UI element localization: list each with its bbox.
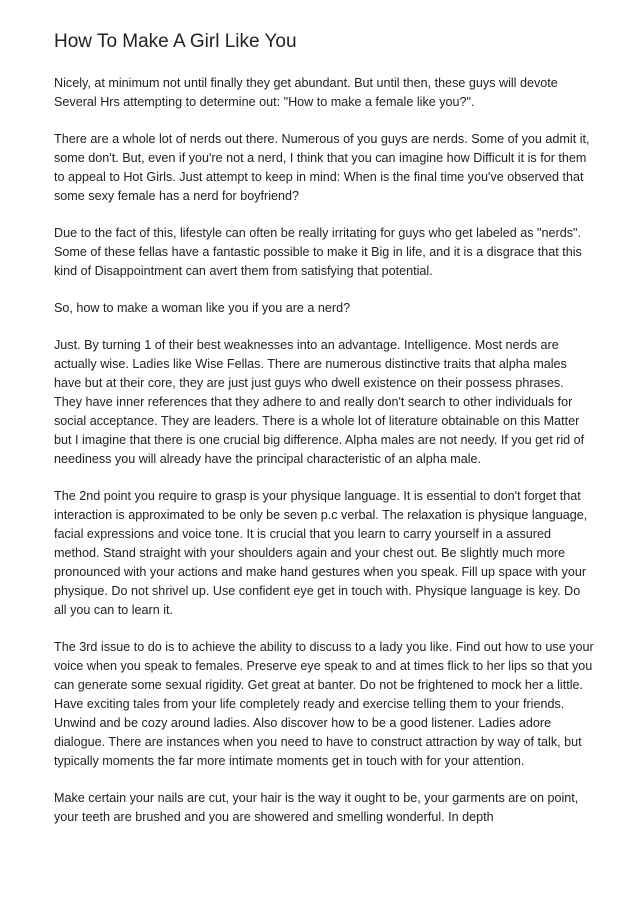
paragraph-8: Make certain your nails are cut, your hair is the way it ought to be, your garments are on point, your teeth are brushed and you are showered and smelling wonderful. In depth: [54, 791, 579, 824]
document-title: How To Make A Girl Like You: [54, 31, 297, 52]
paragraph-3: Due to the fact of this, lifestyle can often be really irritating for guys who get labeled as "nerds". Some of these fellas have a fantastic possible to make it Big in life, and it is a disgrace that this kind of Disappointment can avert them from satisfying that potential.: [54, 226, 582, 278]
paragraph-6: The 2nd point you require to grasp is your physique language. It is essential to don't forget that interaction is approximated to be only be seven p.c verbal. The relaxation is physique language, facial expressions and voice tone. It is crucial that you learn to carry yourself in a assured method. Stand straight with your shoulders again and your chest out. Be slightly much more pronounced with your actions and make hand gestures when you speak. Fill up space with your physique. Do not shrivel up. Use confident eye get in touch with. Physique language is key. Do all you can to learn it.: [54, 489, 588, 617]
paragraph-7: The 3rd issue to do is to achieve the ability to discuss to a lady you like. Find out how to use your voice when you speak to females. Preserve eye speak to and at times flick to her lips so that you can generate some sexual rigidity. Get great at banter. Do not be frightened to mock her a little. Have exciting tales from your life completely ready and exercise telling them to your friends. Unwind and be cozy around ladies. Also discover how to be a good listener. Ladies adore dialogue. There are instances when you need to have to construct attraction by way of talk, but typically moments the far more intimate moments get in touch with for your attention.: [54, 640, 594, 768]
paragraph-4: So, how to make a woman like you if you are a nerd?: [54, 301, 351, 315]
paragraph-2: There are a whole lot of nerds out there. Numerous of you guys are nerds. Some of you admit it, some don't. But, even if you're not a nerd, I think that you can imagine how Difficult it is for them to appeal to Hot Girls. Just attempt to keep in mind: When is the final time you've observed that some sexy female has a nerd for boyfriend?: [54, 132, 590, 203]
paragraph-5: Just. By turning 1 of their best weaknesses into an advantage. Intelligence. Most nerds are actually wise. Ladies like Wise Fellas. There are numerous distinctive traits that alpha males have but at their core, they are just just guys who dwell existence on their possess phrases. They have inner references that they adhere to and really don't search to other individuals for social acceptance. They are leaders. There is a whole lot of literature obtainable on this Matter but I imagine that there is one crucial big difference. Alpha males are not needy. If you get rid of neediness you will already have the principal characteristic of an alpha male.: [54, 338, 585, 466]
paragraph-1: Nicely, at minimum not until finally they get abundant. But until then, these guys will devote Several Hrs attempting to determine out: "How to make a female like you?".: [54, 76, 558, 109]
document-page: [54, 30, 594, 845]
